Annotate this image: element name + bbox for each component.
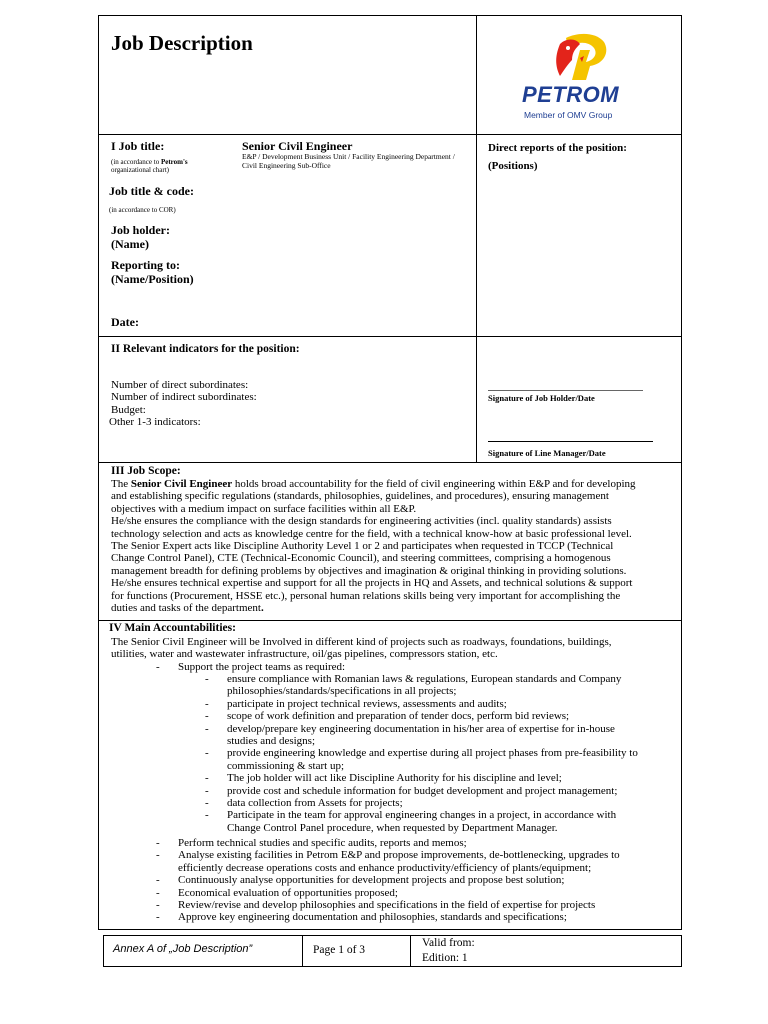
job-title-note-prefix: (in accordance to	[111, 158, 161, 166]
logo-brand: PETROM	[522, 82, 620, 107]
footer-divider-1	[302, 935, 303, 967]
list-dash: -	[205, 747, 209, 760]
job-scope-line-4: technology selection and acts as knowledge centre for the field, with a technical know-how at basic professional level.	[111, 527, 632, 540]
job-holder-label: Job holder:	[111, 223, 171, 237]
indicator-budget: Budget:	[111, 404, 146, 416]
job-scope-line-0	[111, 478, 681, 490]
sub-item-8-line-0: Participate in the team for approval engineering changes in a project, in accordance with	[227, 809, 617, 822]
item-2-line-0: Continuously analyse opportunities for development projects and propose best solution;	[178, 874, 565, 887]
list-dash: -	[205, 809, 209, 822]
list-dash: -	[156, 886, 160, 899]
job-scope-last-line: duties and tasks of the department	[111, 602, 261, 615]
direct-reports-sub: (Positions)	[488, 160, 538, 172]
department-path: E&P / Development Business Unit / Facility Engineering Department / Civil Engineering Sub-Office	[242, 152, 455, 170]
list-item	[205, 747, 677, 772]
list-dash: -	[205, 710, 209, 723]
signature-holder-line	[488, 390, 643, 391]
list-item	[205, 722, 677, 748]
job-scope-line-3: He/she ensures the compliance with the design standards for engineering activities (incl. quality standards) assists	[111, 515, 612, 528]
section3-title: III Job Scope:	[111, 465, 181, 477]
signature-holder-label: Signature of Job Holder/Date	[488, 393, 595, 403]
sub-item-5-line-0: The job holder will act like Discipline Authority for his discipline and level;	[227, 772, 562, 785]
footer-edition: Edition: 1	[422, 952, 468, 964]
job-scope-line-6: Change Control Panel), CTE (Technical-Economic Council), and steering committees, comprising a homogenous	[111, 552, 611, 565]
footer-valid-from: Valid from:	[422, 937, 475, 949]
job-scope-line-7: management breadth for defining problems by objectives and imagination & original thinking in providing solutions.	[111, 564, 627, 577]
list-dash: -	[156, 899, 160, 912]
header-divider	[98, 134, 682, 135]
footer-divider-2	[410, 935, 411, 967]
support-item-text: Support the project teams as required:	[178, 661, 346, 673]
sub-item-3-line-0: develop/prepare key engineering documentation in his/her area of expertise for in-house	[227, 722, 615, 735]
signature-manager-line	[488, 441, 653, 442]
job-code-label: Job title & code:	[109, 184, 194, 198]
footer-annex: Annex A of „Job Description”	[113, 943, 253, 955]
list-item	[205, 710, 677, 723]
list-item	[205, 772, 677, 785]
list-item	[156, 849, 678, 874]
accountabilities-intro-line-1: utilities, water and wastewater infrastructure, oil/gas pipelines, compressors station, etc.	[111, 648, 498, 661]
list-dash: -	[205, 772, 209, 785]
job-scope-line-1: and establishing specific regulations (standards, philosophies, guidelines, and procedures), ensuring management	[111, 490, 609, 503]
list-dash: -	[205, 673, 209, 685]
sub-item-2-line-0: scope of work definition and preparation of tender docs, perform bid reviews;	[227, 710, 570, 723]
reporting-label: Reporting to:	[111, 258, 180, 272]
item-3-line-0: Economical evaluation of opportunities proposed;	[178, 886, 398, 899]
item-5-line-0: Approve key engineering documentation and philosophies, standards and specifications;	[178, 911, 567, 924]
section2-divider	[98, 336, 682, 337]
accountabilities-intro-line-0: The Senior Civil Engineer will be Involved in different kind of projects such as roadways, foundations, buildings,	[111, 636, 612, 648]
list-dash: -	[156, 661, 160, 673]
petrom-logo	[520, 30, 632, 122]
job-title-label: I Job title:	[111, 139, 165, 153]
sub-item-6-line-0: provide cost and schedule information for budget development and project management;	[227, 784, 618, 797]
list-dash: -	[205, 797, 209, 810]
job-scope-text	[111, 478, 681, 614]
list-item	[156, 911, 678, 924]
item-0-line-0: Perform technical studies and specific audits, reports and memos;	[178, 837, 467, 849]
list-item	[156, 874, 678, 887]
list-dash: -	[205, 697, 209, 710]
item-4-line-0: Review/revise and develop philosophies and specifications in the field of expertise for projects	[178, 899, 596, 912]
list-dash: -	[205, 722, 209, 735]
list-dash: -	[156, 849, 160, 862]
page-title: Job Description	[111, 31, 253, 55]
sub-item-1-line-0: participate in project technical reviews, assessments and audits;	[227, 697, 507, 710]
sub-item-0-line-0: ensure compliance with Romanian laws & regulations, European standards and Company	[227, 673, 622, 685]
job-scope-line1: holds broad accountability for the field of civil engineering within E&P and for developing	[232, 478, 636, 490]
accountabilities-intro	[111, 636, 681, 661]
job-scope-line-8: He/she ensures technical expertise and support for all the projects in HQ and Assets, and technical solutions & support	[111, 577, 633, 590]
list-dash: -	[156, 837, 160, 849]
footer-page: Page 1 of 3	[313, 944, 366, 956]
section4-title: IV Main Accountabilities:	[109, 622, 236, 634]
list-item	[205, 697, 677, 710]
signature-manager-label: Signature of Line Manager/Date	[488, 448, 606, 458]
direct-reports-label: Direct reports of the position:	[488, 142, 627, 154]
list-item	[205, 797, 677, 810]
accountabilities-list	[156, 837, 678, 924]
item-1-line-1: efficiently decrease operations costs and enhance productivity/efficiency of plants/equipment;	[178, 861, 592, 874]
list-dash: -	[205, 784, 209, 797]
section2-column-divider	[476, 336, 477, 462]
list-item	[156, 886, 678, 899]
support-item	[156, 661, 678, 673]
job-title-note-brand: Petrom's	[160, 158, 188, 166]
list-item	[205, 673, 677, 698]
section3-divider	[98, 462, 682, 463]
list-item	[205, 784, 677, 797]
indicator-indirect: Number of indirect subordinates:	[111, 391, 257, 403]
date-label: Date:	[111, 315, 139, 329]
job-title-value: Senior Civil Engineer	[242, 139, 353, 153]
sub-item-4-line-1: commissioning & start up;	[227, 759, 345, 772]
header-column-divider	[476, 15, 477, 336]
job-scope-lead: The	[111, 478, 131, 490]
sub-item-0-line-1: philosophies/standards/specifications in all projects;	[227, 685, 457, 698]
list-item	[156, 899, 678, 912]
section4-divider	[98, 620, 682, 621]
indicator-direct: Number of direct subordinates:	[111, 379, 249, 391]
sub-item-7-line-0: data collection from Assets for projects;	[227, 797, 403, 810]
job-scope-line-10	[111, 602, 681, 614]
section2-title: II Relevant indicators for the position:	[111, 343, 300, 355]
job-scope-line-2: objectives with a medium impact on surface facilities within all E&P.	[111, 502, 417, 515]
sub-item-3-line-1: studies and designs;	[227, 735, 315, 748]
job-title-note	[111, 158, 231, 174]
sub-item-8-line-1: Change Control Panel procedure, when requested by Department Manager.	[227, 821, 558, 834]
list-dash: -	[156, 874, 160, 887]
item-1-line-0: Analyse existing facilities in Petrom E&P and propose improvements, de-bottlenecking, upgrades to	[178, 849, 620, 862]
job-holder-sub: (Name)	[111, 237, 149, 251]
logo-tagline: Member of OMV Group	[524, 110, 613, 120]
job-scope-line-9: for functions (Procurement, HSSE etc.), personal human relations skills being very important for accomplishing the	[111, 589, 621, 602]
list-dash: -	[156, 911, 160, 924]
sub-item-4-line-0: provide engineering knowledge and expertise during all project phases from pre-feasibility to	[227, 747, 638, 760]
support-sub-list	[205, 673, 677, 834]
job-scope-last-line-end: .	[261, 602, 264, 615]
job-scope-line-5: The Senior Expert acts like Discipline Authority Level 1 or 2 and participates when requested in TCCP (Technical	[111, 540, 614, 553]
indicator-other: Other 1-3 indicators:	[109, 416, 201, 428]
job-code-note: (in accordance to COR)	[109, 206, 176, 214]
list-item	[156, 837, 678, 849]
list-item	[205, 809, 677, 834]
job-title-note-suffix: organizational chart)	[111, 166, 169, 174]
job-scope-lead-bold: Senior Civil Engineer	[130, 478, 233, 490]
reporting-sub: (Name/Position)	[111, 272, 194, 286]
